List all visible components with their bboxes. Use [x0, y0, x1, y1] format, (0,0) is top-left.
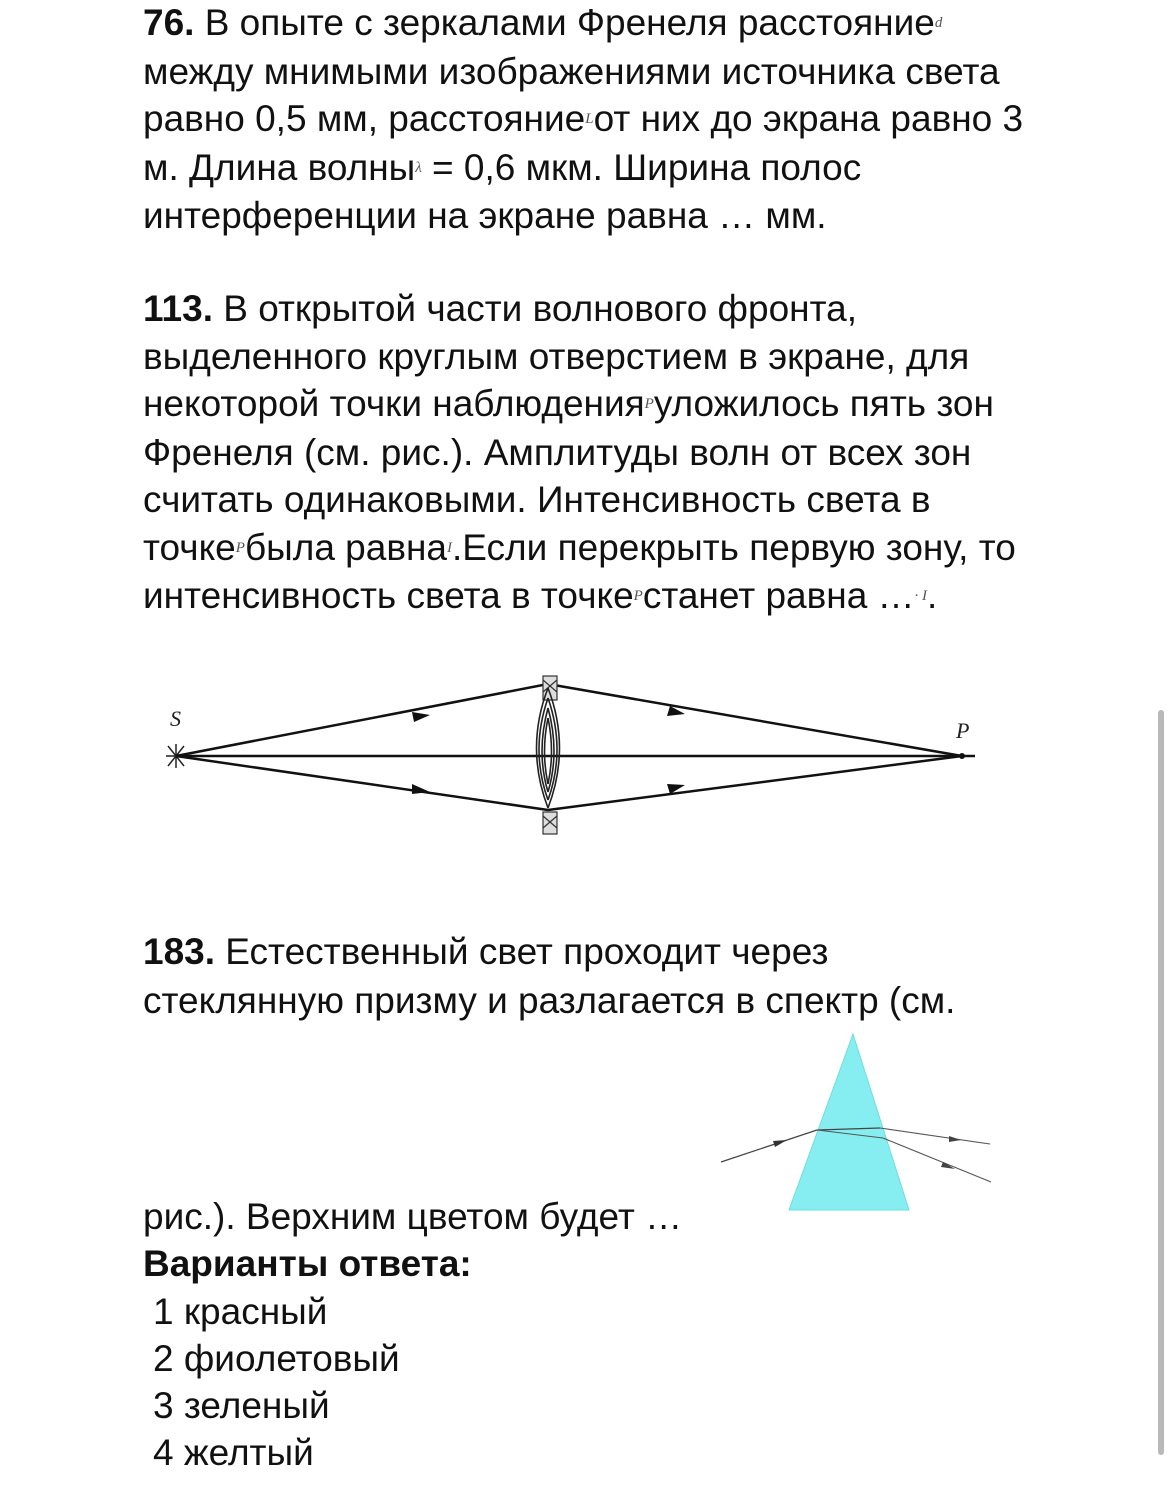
symbol-I-1: I	[447, 539, 452, 556]
fresnel-zones-figure	[150, 670, 990, 840]
problem-113-text-3: была равна	[244, 526, 447, 568]
symbol-lambda: λ	[415, 159, 422, 176]
symbol-I-2: · I	[914, 588, 928, 604]
problem-183-text-1: Естественный свет проходит через	[215, 931, 829, 972]
vertical-scrollbar[interactable]	[1158, 710, 1164, 1455]
symbol-P-2: P	[235, 539, 245, 556]
problem-76-text-1: В опыте с зеркалами Френеля расстояние	[194, 2, 935, 43]
answers-heading: Варианты ответа:	[143, 1243, 472, 1284]
problem-113	[143, 285, 1043, 621]
symbol-P-3: P	[633, 588, 643, 604]
prism	[789, 1034, 909, 1210]
symbol-d: d	[934, 15, 943, 31]
problem-113-text-4: .Если перекрыть первую зону, то интенсивность света в точке	[143, 526, 1016, 616]
problem-113-text-6: .	[927, 575, 938, 616]
dispersed-ray-arrow-2	[941, 1162, 955, 1169]
problem-183-line-3: рис.). Верхним цветом будет …	[143, 1196, 683, 1237]
problem-76	[143, 0, 1043, 240]
problem-76-text-3: от них до экрана равно 3 м. Длина волны	[143, 98, 1024, 188]
incident-ray-arrow	[773, 1140, 787, 1147]
symbol-P-1: P	[644, 396, 654, 412]
label-source: S	[170, 706, 181, 731]
problem-113-text-1: В открытой части волнового фронта, выделенного круглым отверстием в экране, для некоторой точки наблюдения	[143, 288, 970, 424]
problem-183-number: 183.	[143, 931, 216, 972]
problem-113-number: 113.	[143, 288, 213, 329]
answer-option-2[interactable]: 2 фиолетовый	[153, 1338, 400, 1379]
answer-option-3[interactable]: 3 зеленый	[153, 1385, 330, 1426]
prism-figure	[715, 1030, 1000, 1215]
label-point: P	[956, 718, 970, 743]
answer-option-1[interactable]: 1 красный	[153, 1291, 328, 1332]
problem-76-text-2: между мнимыми изображениями источника света равно 0,5 мм, расстояние	[143, 50, 1000, 139]
problem-76-number: 76.	[143, 2, 195, 43]
fresnel-zone-arcs	[537, 688, 560, 808]
light-rays	[176, 684, 975, 810]
symbol-L: L	[585, 111, 594, 127]
problem-183-line-2: стеклянную призму и разлагается в спектр (см.	[143, 980, 956, 1021]
observation-point	[959, 753, 965, 759]
problem-113-text-2: уложилось пять зон Френеля (см. рис.). Амплитуды волн от всех зон считать одинаковыми. Интенсивность света в точке	[143, 383, 994, 568]
problem-113-text-5: станет равна …	[642, 575, 915, 616]
problem-183-line-1	[143, 928, 828, 975]
problem-76-text-4: = 0,6 мкм. Ширина полос интерференции на экране равна … мм.	[143, 146, 862, 236]
answer-option-4[interactable]: 4 желтый	[153, 1432, 314, 1473]
